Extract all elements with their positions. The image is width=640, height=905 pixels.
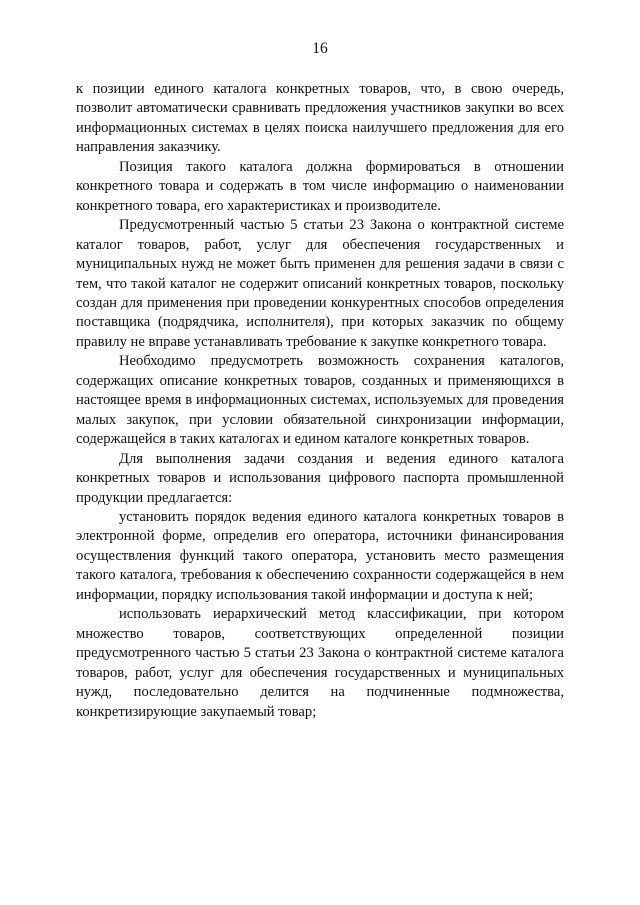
- paragraph-proposal-item-1: установить порядок ведения единого каталога конкретных товаров в электронной форме, определив его оператора, источники финансирования осуществления функций такого оператора, установить место размещения такого каталога, требования к обеспечению сохранности содержащейся в нем информации, порядку использования такой информации и доступа к ней;: [76, 508, 564, 603]
- document-body: [76, 80, 564, 722]
- paragraph-preserve-catalogs: Необходимо предусмотреть возможность сохранения каталогов, содержащих описание конкретных товаров, созданных и применяющихся в настоящее время в информационных системах, используемых для проведения малых закупок, при условии обязательной синхронизации информации, содержащейся в таких каталогах и едином каталоге конкретных товаров.: [76, 353, 564, 448]
- paragraph-proposal-item-2: использовать иерархический метод классификации, при котором множество товаров, соответствующих определенной позиции предусмотренного частью 5 статьи 23 Закона о контрактной системе каталога товаров, работ, услуг для обеспечения государственных и муниципальных нужд, последовательно делится на подчиненные подмножества, конкретизирующие закупаемый товар;: [76, 606, 564, 720]
- page-number: 16: [312, 40, 328, 57]
- paragraph-proposal-intro: Для выполнения задачи создания и ведения единого каталога конкретных товаров и использования цифрового паспорта промышленной продукции предлагается:: [76, 450, 564, 506]
- paragraph-existing-catalog: Предусмотренный частью 5 статьи 23 Закона о контрактной системе каталог товаров, работ, услуг для обеспечения государственных и муниципальных нужд не может быть применен для решения задачи в связи с тем, что такой каталог не содержит описаний конкретных товаров, поскольку создан для применения при проведении конкурентных способов определения поставщика (подрядчика, исполнителя), при которых заказчик по общему правилу не вправе устанавливать требование к закупке конкретного товара.: [76, 217, 564, 350]
- paragraph-catalog-position: Позиция такого каталога должна формироваться в отношении конкретного товара и содержать в том числе информацию о наименовании конкретного товара, его характеристиках и производителе.: [76, 158, 564, 214]
- paragraph-continuation: к позиции единого каталога конкретных товаров, что, в свою очередь, позволит автоматически сравнивать предложения участников закупки во всех информационных системах в целях поиска наилучшего предложения для его направления заказчику.: [76, 81, 564, 156]
